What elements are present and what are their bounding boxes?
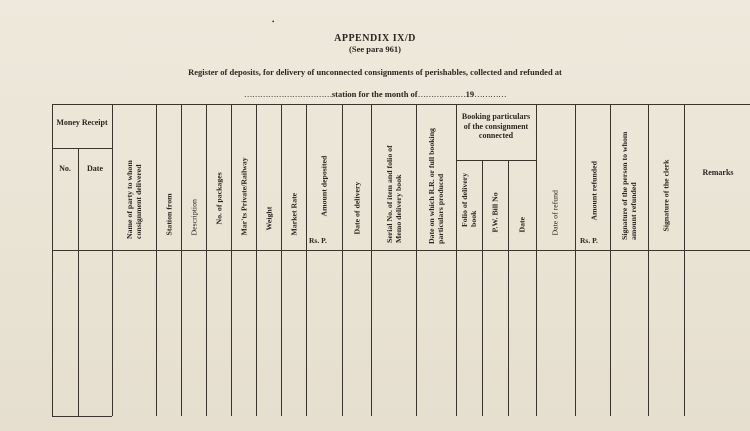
col-rule (575, 104, 576, 416)
amount-refunded-header: Amount refunded (589, 161, 599, 221)
booking-date-header: Date (517, 216, 527, 233)
rr-date-header: Date on which R.R. or full booking particulars produced (427, 128, 445, 244)
register-description: Register of deposits, for delivery of unconnected consignments of perishables, collected and refunded at (188, 67, 562, 77)
description-header: Description (189, 199, 199, 236)
station-label: station for the month of (331, 89, 418, 99)
col-rule (281, 104, 282, 416)
weight-header: Weight (264, 206, 274, 231)
remarks-header: Remarks (702, 168, 734, 177)
market-rate-header: Market Rate (289, 192, 299, 236)
col-rule (610, 104, 611, 416)
station-from-header: Station from (164, 193, 174, 236)
packages-header: No. of packages (214, 172, 224, 225)
col-rule (52, 104, 53, 416)
col-rule (536, 104, 537, 416)
booking-particulars-header: Booking particulars of the consignment connected (461, 112, 531, 140)
ink-speck: • (272, 18, 275, 26)
col-rule (371, 104, 372, 416)
pw-bill-header: P.W. Bill No (490, 192, 500, 233)
serial-no-header: Serial No. of item and folio of Memo delivery book (385, 145, 403, 243)
col-rule (482, 160, 483, 416)
date-delivery-header: Date of delivery (352, 181, 362, 235)
amount-refunded-rs-p: Rs. P. (580, 236, 598, 245)
month-blank: ……………… (417, 89, 466, 99)
col-rule (306, 104, 307, 416)
date-refund-header: Date of refund (550, 190, 560, 236)
col-rule (181, 104, 182, 416)
receipt-date-header: Date (87, 164, 103, 173)
col-rule (648, 104, 649, 416)
signature-person-header: Signature of the person to whom amount refunded (620, 131, 638, 240)
col-rule (456, 104, 457, 416)
folio-header: Folio of delivery book (460, 172, 478, 227)
amount-deposited-rs-p: Rs. P. (309, 236, 327, 245)
appendix-title: APPENDIX IX/D (334, 33, 416, 44)
col-rule (684, 104, 685, 416)
col-rule (508, 160, 509, 416)
station-blank: …………………………… (243, 89, 332, 99)
mark-header: Mar'ts Private/Railway (239, 157, 249, 236)
col-rule (416, 104, 417, 416)
station-month-line (0, 89, 750, 99)
party-name-header: Name of party to whom consignment delivered (125, 160, 143, 239)
col-rule (78, 148, 79, 416)
appendix-reference: (See para 961) (349, 44, 401, 54)
signature-clerk-header: Signature of the clerk (661, 159, 671, 232)
year-label: 19 (465, 89, 475, 99)
money-receipt-header: Money Receipt (56, 118, 108, 127)
col-rule (342, 104, 343, 416)
year-blank: ………… (474, 89, 507, 99)
receipt-no-header: No. (59, 164, 71, 173)
col-rule (156, 104, 157, 416)
col-rule (112, 104, 113, 416)
amount-deposited-header: Amount deposited (319, 155, 329, 217)
col-rule (206, 104, 207, 416)
money-receipt-subrule (52, 148, 112, 149)
col-rule (231, 104, 232, 416)
booking-subrule (456, 160, 536, 161)
table-bottom-rule (52, 416, 112, 417)
col-rule (256, 104, 257, 416)
